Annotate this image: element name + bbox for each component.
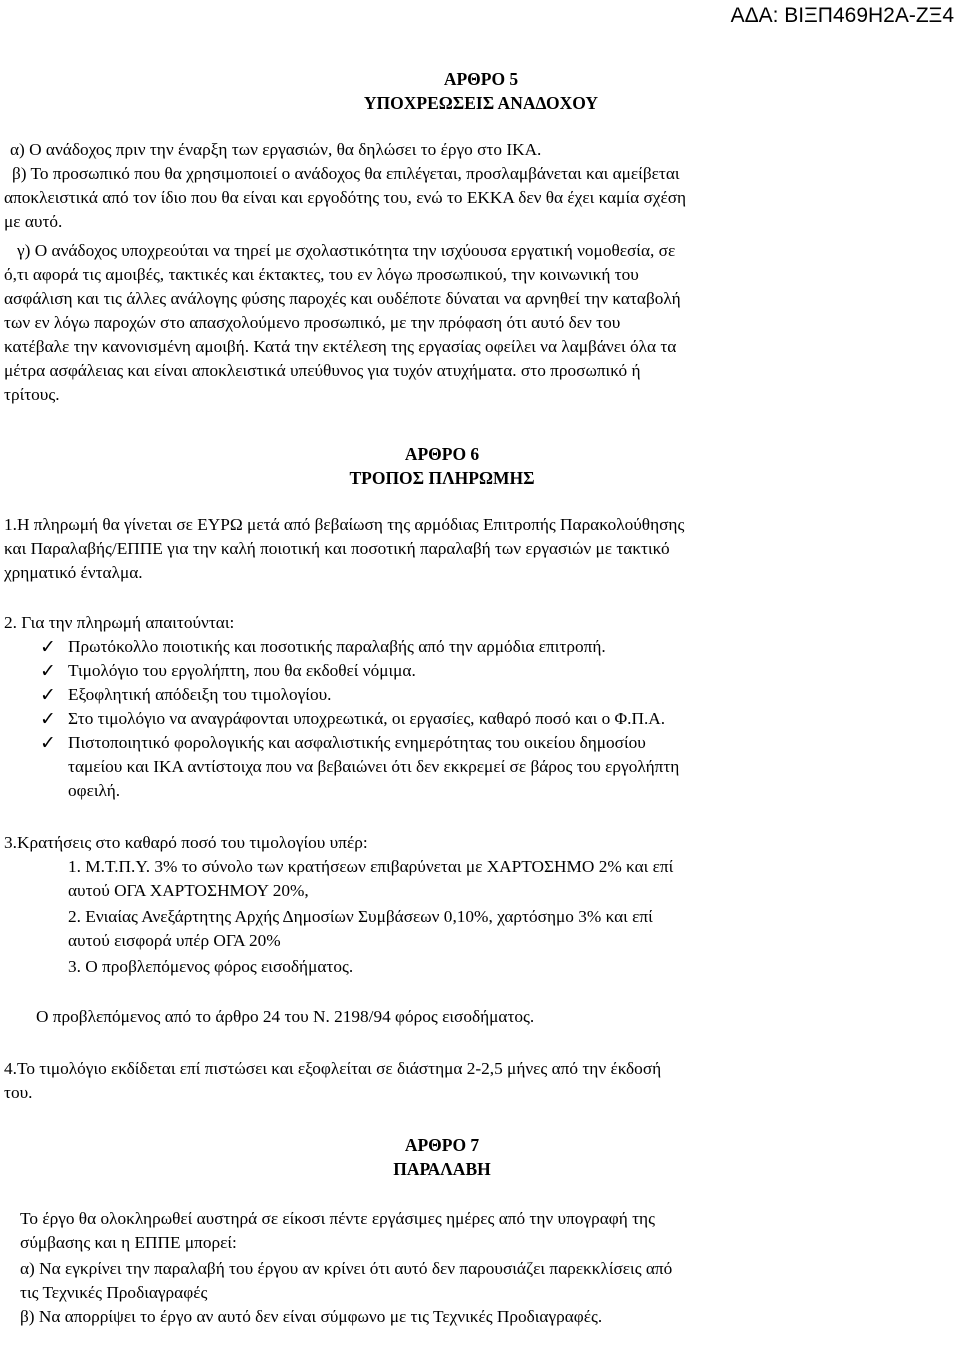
article6-para3-intro: 3.Κρατήσεις στο καθαρό ποσό του τιμολογίου υπέρ: — [4, 833, 368, 852]
checklist-item-continuation: οφειλή. — [68, 781, 121, 800]
article6-subheading: ΤΡΟΠΟΣ ΠΛΗΡΩΜΗΣ — [349, 468, 535, 488]
article5-line-c6: μέτρα ασφάλειας και είναι αποκλειστικά υπεύθυνος για τυχόν ατυχήματα. στο προσωπικό ή — [4, 361, 641, 380]
article5-line-c4: των εν λόγω παροχών στο απασχολούμενο προσωπικό, με την πρόφαση ότι αυτό δεν του — [4, 313, 621, 332]
checkmark-icon: ✓ — [40, 660, 56, 682]
article7-line4: τις Τεχνικές Προδιαγραφές — [20, 1283, 208, 1302]
article6-para1-line2: και Παραλαβής/ΕΠΠΕ για την καλή ποιοτική και ποσοτική παραλαβή των εργασιών με τακτικό — [4, 539, 670, 558]
checkmark-icon: ✓ — [40, 708, 56, 730]
article6-para4-line2: του. — [4, 1083, 33, 1102]
article5-line-c3: ασφάλιση και τις άλλες ανάλογης φύσης παροχές και ουδέποτε δύναται να αρνηθεί την καταβολή — [4, 289, 681, 308]
article5-line-c5: κατέβαλε την κανονισμένη αμοιβή. Κατά την εκτέλεση της εργασίας οφείλει να λαμβάνει όλα τα — [4, 337, 677, 356]
checklist-item: Πιστοποιητικό φορολογικής και ασφαλιστικής ενημερότητας του οικείου δημοσίου — [68, 733, 646, 752]
article7-subheading: ΠΑΡΑΛΑΒΗ — [393, 1159, 491, 1179]
deduction-item-2-line1: 2. Ενιαίας Ανεξάρτητης Αρχής Δημοσίων Συμβάσεων 0,10%, χαρτόσημο 3% και επί — [68, 907, 653, 926]
article7-line5: β) Να απορρίψει το έργο αν αυτό δεν είναι σύμφωνο με τις Τεχνικές Προδιαγραφές. — [20, 1307, 603, 1326]
deduction-item-3: 3. Ο προβλεπόμενος φόρος εισοδήματος. — [68, 957, 354, 976]
article5-line-a: α) Ο ανάδοχος πριν την έναρξη των εργασιών, θα δηλώσει το έργο στο ΙΚΑ. — [10, 140, 542, 159]
article7-line3: α) Να εγκρίνει την παραλαβή του έργου αν κρίνει ότι αυτό δεν παρουσιάζει παρεκκλίσεις από — [20, 1259, 673, 1278]
checklist-item: Πρωτόκολλο ποιοτικής και ποσοτικής παραλαβής από την αρμόδια επιτροπή. — [68, 637, 606, 656]
article7-heading: ΑΡΘΡΟ 7 — [404, 1135, 480, 1155]
deduction-item-2-line2: αυτού εισφορά υπέρ ΟΓΑ 20% — [68, 931, 281, 950]
checklist-item-continuation: ταμείου και ΙΚΑ αντίστοιχα που να βεβαιώνει ότι δεν εκκρεμεί σε βάρος του εργολήπτη — [68, 757, 680, 776]
deduction-item-1-text: 1. Μ.Τ.Π.Υ. 3% το σύνολο των κρατήσεων επιβαρύνεται με ΧΑΡΤΟΣΗΜΟ 2% και επί — [68, 857, 674, 876]
article5-line-c1: γ) Ο ανάδοχος υποχρεούται να τηρεί με σχολαστικότητα την ισχύουσα εργατική νομοθεσία, σε — [17, 241, 676, 260]
checklist-item: Τιμολόγιο του εργολήπτη, που θα εκδοθεί νόμιμα. — [68, 661, 416, 680]
income-tax-note: Ο προβλεπόμενος από το άρθρο 24 του Ν. 2198/94 φόρος εισοδήματος. — [36, 1007, 535, 1026]
checklist-item: Εξοφλητική απόδειξη του τιμολογίου. — [68, 685, 332, 704]
article5-line-b1: β) Το προσωπικό που θα χρησιμοποιεί ο ανάδοχος θα επιλέγεται, προσλαμβάνεται και αμείβεται — [12, 164, 680, 183]
article5-line-b3: με αυτό. — [4, 212, 63, 231]
article5-line-c7: τρίτους. — [4, 385, 60, 404]
article5-subheading: ΥΠΟΧΡΕΩΣΕΙΣ ΑΝΑΔΟΧΟΥ — [363, 93, 599, 113]
article6-heading: ΑΡΘΡΟ 6 — [404, 444, 480, 464]
checkmark-icon: ✓ — [40, 636, 56, 658]
article6-para4-line1: 4.Το τιμολόγιο εκδίδεται επί πιστώσει και εξοφλείται σε διάστημα 2-2,5 μήνες από την έκδοσή — [4, 1059, 662, 1078]
article5-line-c2: ό,τι αφορά τις αμοιβές, τακτικές και έκτακτες, του εν λόγω προσωπικού, την κοινωνική του — [4, 265, 639, 284]
article6-para1-line1: 1.Η πληρωμή θα γίνεται σε ΕΥΡΩ μετά από βεβαίωση της αρμόδιας Επιτροπής Παρακολούθησης — [4, 515, 685, 534]
article6-para1-line3: χρηματικό ένταλμα. — [4, 563, 143, 582]
checklist-item: Στο τιμολόγιο να αναγράφονται υποχρεωτικά, οι εργασίες, καθαρό ποσό και ο Φ.Π.Α. — [68, 709, 666, 728]
article5-line-b2: αποκλειστικά από τον ίδιο που θα είναι και εργοδότης του, ενώ το ΕΚΚΑ δεν θα έχει καμία σχέση — [4, 188, 687, 207]
article5-heading: ΑΡΘΡΟ 5 — [443, 69, 519, 89]
checkmark-icon: ✓ — [40, 732, 56, 754]
checkmark-icon: ✓ — [40, 684, 56, 706]
deduction-item-1-line1 — [68, 856, 880, 878]
article6-para2-intro: 2. Για την πληρωμή απαιτούνται: — [4, 613, 235, 632]
article7-line1: Το έργο θα ολοκληρωθεί αυστηρά σε είκοσι πέντε εργάσιμες ημέρες από την υπογραφή της — [20, 1209, 655, 1228]
article7-line2: σύμβασης και η ΕΠΠΕ μπορεί: — [20, 1233, 237, 1252]
ada-document-code: ΑΔΑ: ΒΙΞΠ469Η2Α-ΖΞ4 — [730, 4, 954, 27]
deduction-item-1-line2: αυτού ΟΓΑ ΧΑΡΤΟΣΗΜΟΥ 20%, — [68, 881, 309, 900]
